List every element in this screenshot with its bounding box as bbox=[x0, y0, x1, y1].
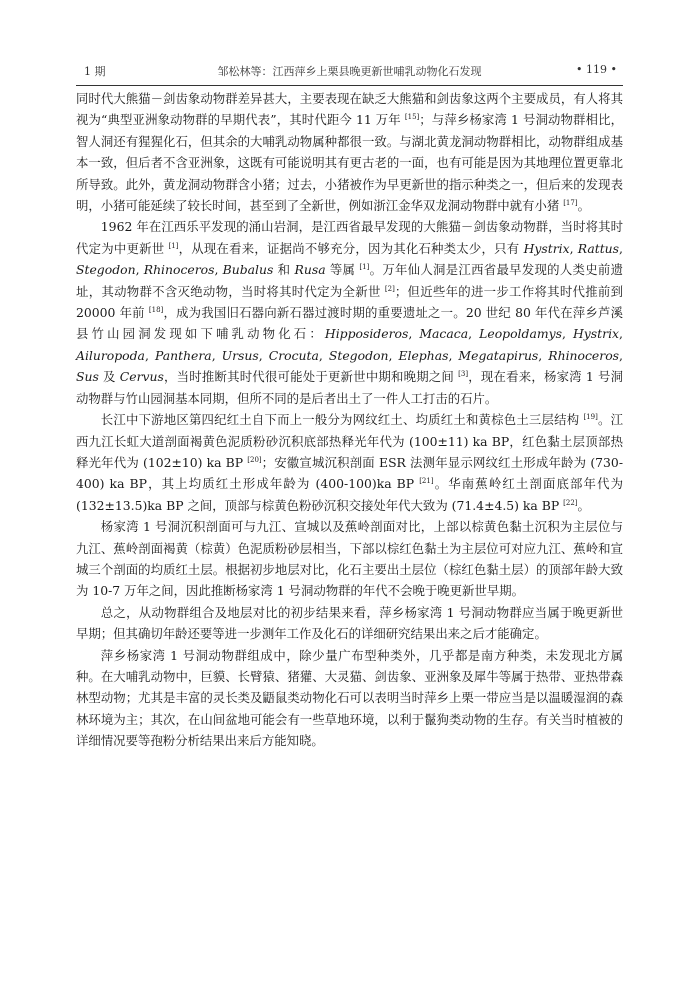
genus-name: Leopoldamys bbox=[479, 326, 562, 342]
genus-name: Ursus bbox=[221, 347, 259, 363]
genus-name: Stegodon bbox=[76, 262, 136, 278]
paragraph: 萍乡杨家湾 1 号洞动物群组成中，除少量广布型种类外，几乎都是南方种类，未发现北方属种。在大哺乳动物中，巨貘、长臂猿、猪獾、大灵猫、剑齿象、亚洲象及犀牛等属于热带、亚热带森林型动物；尤其是丰富的灵长类及鼯鼠类动物化石可以表明当时萍乡上栗一带应当是以温暖湿润的森林环境为主；其次，在山间盆地可能会有一些草地环境，以利于鬣狗类动物的生存。有关当时植被的详细情况要等孢粉分析结果出来后方能知晓。 bbox=[76, 647, 623, 749]
citation-ref: [3] bbox=[458, 370, 469, 379]
paragraph: 长江中下游地区第四纪红土自下而上一般分为网纹红土、均质红土和黄棕色土三层结构 [19]。江西九江长虹大道剖面褐黄色泥质粉砂沉积底部热释光年代为 (100±11) ka BP，红色黏土层顶部热释光年代为 (102±10) ka BP [20]；安徽宣城沉积剖面 ESR 法测年显示网纹红土形成年龄为 (730-400) ka BP，其上均质红土形成年龄为 (400-100)ka BP [21]。华南蕉岭红土剖面底部年代为 (132±13.5)ka BP 之间，顶部与棕黄色粉砂沉积交接处年代大致为 (71.4±4.5) ka BP [22]。 bbox=[76, 412, 623, 513]
genus-name: Macaca bbox=[419, 326, 469, 342]
genus-name: Megatapirus bbox=[458, 347, 539, 363]
genus-name: Stegodon bbox=[328, 347, 389, 363]
paragraph: 1962 年在江西乐平发现的涌山岩洞，是江西省最早发现的大熊猫－剑齿象动物群，当时将其时代定为中更新世 [1]，从现在看来，证据尚不够充分，因为其化石种类太少，只有 Hystrix, Rattus, Stegodon, Rhinoceros, Bubalus 和 Rusa 等属 [1]。万年仙人洞是江西省最早发现的人类史前遗址，其动物群不含灭绝动物，当时将其时代定为全新世 [2]；但近些年的进一步工作将其时代推前到 20000 年前 [18]，成为我国旧石器向新石器过渡时期的重要遗址之一。20 世纪 80 年代在萍乡芦溪县竹山园洞发现如下哺乳动物化石：Hipposideros, Macaca, Leopoldamys, Hystrix, Ailuropoda, Panthera, Ursus, Crocuta, Stegodon, Elephas, Megatapirus, Rhinoceros, Sus 及 Cervus，当时推断其时代很可能处于更新世中期和晚期之间 [3]，现在看来，杨家湾 1 号洞动物群与竹山园洞基本同期，但所不同的是后者出土了一件人工打击的石片。 bbox=[76, 219, 623, 406]
citation-ref: [1] bbox=[359, 263, 370, 272]
header-rule bbox=[76, 85, 623, 86]
running-header bbox=[76, 60, 623, 80]
citation-ref: [2] bbox=[384, 284, 395, 293]
running-title: 邹松林等：江西萍乡上栗县晚更新世哺乳动物化石发现 bbox=[217, 65, 482, 78]
citation-ref: [1] bbox=[168, 241, 179, 250]
paragraph: 杨家湾 1 号洞沉积剖面可与九江、宣城以及蕉岭剖面对比，上部以棕黄色黏土沉积为主层位与九江、蕉岭剖面褐黄（棕黄）色泥质粉砂层相当，下部以棕红色黏土为主层位可对应九江、蕉岭和宣城三个剖面的均质红土层。根据初步地层对比，化石主要出土层位（棕红色黏土层）的顶部年龄大致为 10-7 万年之间，因此推断杨家湾 1 号洞动物群的年代不会晚于晚更新世早期。 bbox=[76, 519, 623, 599]
citation-ref: [19] bbox=[583, 413, 598, 422]
genus-name: Bubalus bbox=[222, 262, 274, 278]
genus-name: Crocuta bbox=[268, 347, 319, 363]
genus-name: Elephas bbox=[398, 347, 449, 363]
genus-name: Rhinoceros bbox=[143, 262, 215, 278]
genus-name: Hipposideros bbox=[324, 326, 409, 342]
genus-name: Cervus bbox=[119, 369, 164, 385]
genus-name: Rusa bbox=[294, 262, 326, 278]
genus-name: Panthera bbox=[154, 347, 212, 363]
genus-name: Rattus bbox=[577, 240, 620, 256]
citation-ref: [21] bbox=[419, 477, 434, 486]
genus-name: Sus bbox=[76, 369, 99, 385]
citation-ref: [20] bbox=[247, 455, 262, 464]
citation-ref: [17] bbox=[563, 199, 578, 208]
genus-name: Hystrix bbox=[573, 326, 620, 342]
genus-name: Rhinoceros bbox=[548, 347, 620, 363]
article-body bbox=[76, 88, 623, 752]
citation-ref: [22] bbox=[563, 498, 578, 507]
paragraph: 同时代大熊猫－剑齿象动物群差异甚大，主要表现在缺乏大熊猫和剑齿象这两个主要成员，有人将其视为“典型亚洲象动物群的早期代表”，其时代距今 11 万年 [15]；与萍乡杨家湾 1 号洞动物群相比，智人洞还有猩猩化石，但其余的大哺乳动物属种都很一致。与湖北黄龙洞动物群相比，动物群组成基本一致，但后者不含亚洲象，这既有可能说明其有更古老的一面，也有可能是因为其地理位置更靠北所导致。此外，黄龙洞动物群含小猪；过去，小猪被作为早更新世的指示种类之一，但后来的发现表明，小猪可能延续了较长时间，甚至到了全新世，例如浙江金华双龙洞动物群中就有小猪 [17]。 bbox=[76, 91, 623, 214]
citation-ref: [18] bbox=[148, 306, 164, 315]
paragraph: 总之，从动物群组合及地层对比的初步结果来看，萍乡杨家湾 1 号洞动物群应当属于晚更新世早期；但其确切年龄还要等进一步测年工作及化石的详细研究结果出来之后才能确定。 bbox=[76, 604, 623, 642]
issue-number: 1 期 bbox=[84, 65, 106, 78]
genus-name: Ailuropoda bbox=[76, 347, 145, 363]
citation-ref: [15] bbox=[404, 113, 420, 122]
page-number: • 119 • bbox=[576, 63, 617, 76]
genus-name: Hystrix bbox=[523, 240, 570, 256]
